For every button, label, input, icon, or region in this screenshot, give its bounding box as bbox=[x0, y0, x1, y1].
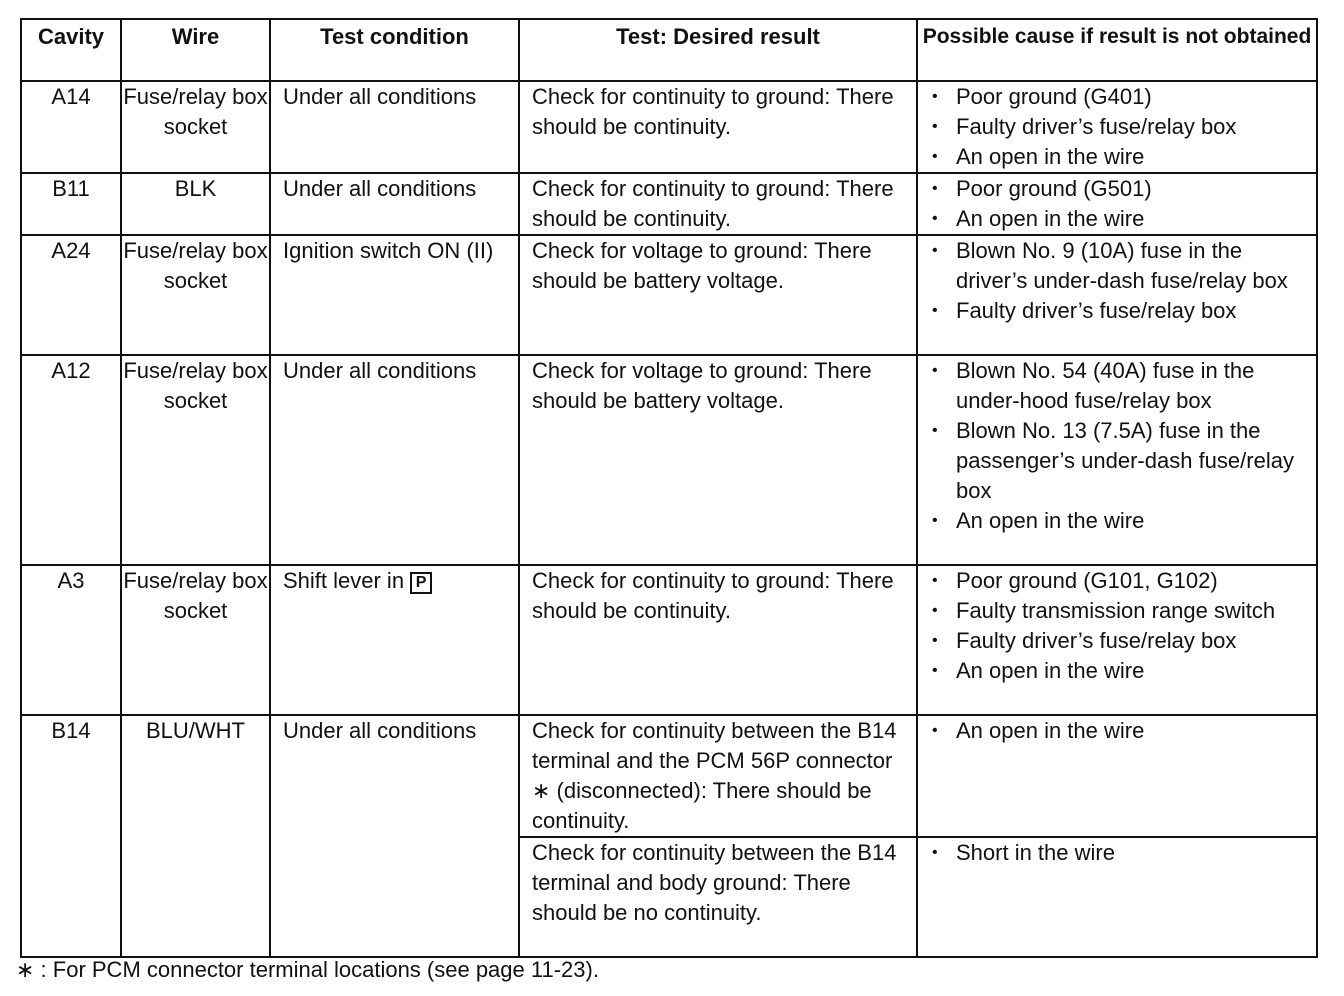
header-test-result: Test: Desired result bbox=[519, 19, 917, 81]
cause-item: • An open in the wire bbox=[932, 716, 1316, 746]
header-test-condition: Test condition bbox=[270, 19, 519, 81]
test-cell: Check for continuity to ground: There should be continuity. bbox=[519, 173, 917, 235]
cause-item: • An open in the wire bbox=[932, 142, 1316, 172]
cavity-cell: A24 bbox=[21, 235, 121, 355]
cause-cell bbox=[917, 837, 1317, 957]
cause-cell bbox=[917, 565, 1317, 715]
header-wire: Wire bbox=[121, 19, 270, 81]
cause-cell bbox=[917, 81, 1317, 173]
condition-text: Shift lever in bbox=[283, 568, 405, 593]
test-cell: Check for continuity to ground: There should be continuity. bbox=[519, 81, 917, 173]
test-cell: Check for voltage to ground: There should be battery voltage. bbox=[519, 355, 917, 565]
park-position-icon: P bbox=[410, 572, 432, 594]
table-row bbox=[21, 235, 1317, 355]
wire-cell: Fuse/relay box socket bbox=[121, 81, 270, 173]
table-row bbox=[21, 715, 1317, 837]
troubleshooting-table bbox=[20, 18, 1318, 958]
cause-item: • Blown No. 9 (10A) fuse in the driver’s under-dash fuse/relay box bbox=[932, 236, 1316, 296]
test-cell: Check for continuity between the B14 terminal and the PCM 56P connector ∗ (disconnected): There should be continuity. bbox=[519, 715, 917, 837]
cavity-cell: B11 bbox=[21, 173, 121, 235]
cause-item: • Faulty driver’s fuse/relay box bbox=[932, 626, 1316, 656]
cavity-cell: A12 bbox=[21, 355, 121, 565]
wire-cell: BLK bbox=[121, 173, 270, 235]
cause-item: • Blown No. 13 (7.5A) fuse in the passenger’s under-dash fuse/relay box bbox=[932, 416, 1316, 506]
test-cell: Check for continuity to ground: There should be continuity. bbox=[519, 565, 917, 715]
table-row bbox=[21, 355, 1317, 565]
cause-item: • Faulty driver’s fuse/relay box bbox=[932, 112, 1316, 142]
condition-cell bbox=[270, 565, 519, 715]
condition-cell: Under all conditions bbox=[270, 81, 519, 173]
cavity-cell: A3 bbox=[21, 565, 121, 715]
wire-cell: Fuse/relay box socket bbox=[121, 235, 270, 355]
footnote: ∗ : For PCM connector terminal locations (see page 11-23). bbox=[16, 957, 599, 982]
cause-cell bbox=[917, 173, 1317, 235]
table-row bbox=[21, 81, 1317, 173]
cause-item: • Faulty transmission range switch bbox=[932, 596, 1316, 626]
condition-cell: Under all conditions bbox=[270, 173, 519, 235]
header-possible-cause: Possible cause if result is not obtained bbox=[917, 19, 1317, 81]
cause-item: • Poor ground (G401) bbox=[932, 82, 1316, 112]
cavity-cell: A14 bbox=[21, 81, 121, 173]
header-cavity: Cavity bbox=[21, 19, 121, 81]
wire-cell: BLU/WHT bbox=[121, 715, 270, 957]
cause-item: • An open in the wire bbox=[932, 204, 1316, 234]
wire-cell: Fuse/relay box socket bbox=[121, 355, 270, 565]
table-row bbox=[21, 173, 1317, 235]
cause-item: • Poor ground (G501) bbox=[932, 174, 1316, 204]
cause-cell bbox=[917, 715, 1317, 837]
cavity-cell: B14 bbox=[21, 715, 121, 957]
cause-item: • Poor ground (G101, G102) bbox=[932, 566, 1316, 596]
wire-cell: Fuse/relay box socket bbox=[121, 565, 270, 715]
cause-item: • Short in the wire bbox=[932, 838, 1316, 868]
cause-item: • An open in the wire bbox=[932, 506, 1316, 536]
cause-item: • An open in the wire bbox=[932, 656, 1316, 686]
cause-item: • Blown No. 54 (40A) fuse in the under-hood fuse/relay box bbox=[932, 356, 1316, 416]
cause-cell bbox=[917, 235, 1317, 355]
condition-cell: Under all conditions bbox=[270, 355, 519, 565]
table-row bbox=[21, 565, 1317, 715]
header-row bbox=[21, 19, 1317, 81]
cause-cell bbox=[917, 355, 1317, 565]
test-cell: Check for voltage to ground: There should be battery voltage. bbox=[519, 235, 917, 355]
test-cell: Check for continuity between the B14 terminal and body ground: There should be no continuity. bbox=[519, 837, 917, 957]
condition-cell: Ignition switch ON (II) bbox=[270, 235, 519, 355]
cause-item: • Faulty driver’s fuse/relay box bbox=[932, 296, 1316, 326]
condition-cell: Under all conditions bbox=[270, 715, 519, 957]
